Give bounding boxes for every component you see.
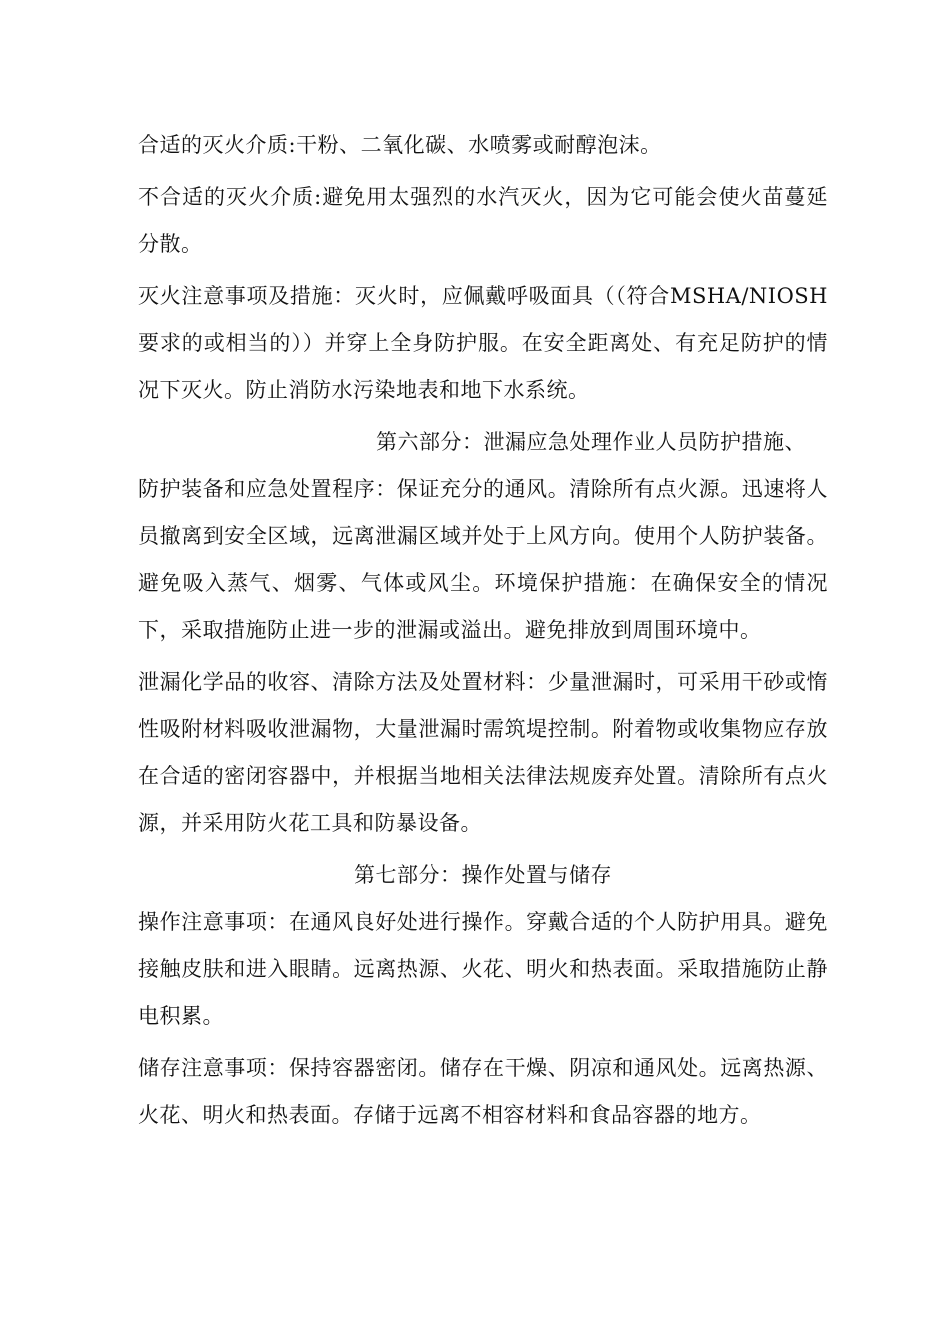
paragraph-handling-precautions: 操作注意事项：在通风良好处进行操作。穿戴合适的个人防护用具。避免接触皮肤和进入眼睛。远离热源、火花、明火和热表面。采取措施防止静电积累。 [138,910,828,1028]
paragraph-storage-precautions: 储存注意事项：保持容器密闭。储存在干燥、阴凉和通风处。远离热源、火花、明火和热表面。存储于远离不相容材料和食品容器的地方。 [138,1056,828,1127]
section-7-heading: 第七部分：操作处置与储存 [354,863,612,887]
paragraph-unsuitable-extinguishing-media: 不合适的灭火介质:避免用太强烈的水汽灭火，因为它可能会使火苗蔓延分散。 [138,185,828,256]
paragraph-suitable-extinguishing-media: 合适的灭火介质:干粉、二氧化碳、水喷雾或耐醇泡沫。 [138,133,662,157]
paragraph-firefighting-precautions: 灭火注意事项及措施：灭火时，应佩戴呼吸面具（（符合MSHA/NIOSH要求的或相当的））并穿上全身防护服。在安全距离处、有充足防护的情况下灭火。防止消防水污染地表和地下水系统。 [138,284,828,402]
section-6-heading: 第六部分：泄漏应急处理作业人员防护措施、 [376,430,806,454]
document-body [138,122,828,1144]
paragraph-spill-containment: 泄漏化学品的收容、清除方法及处置材料：少量泄漏时，可采用干砂或惰性吸附材料吸收泄漏物，大量泄漏时需筑堤控制。附着物或收集物应存放在合适的密闭容器中，并根据当地相关法律法规废弃处置。清除所有点火源，并采用防火花工具和防暴设备。 [138,670,828,835]
paragraph-spill-personal-protection: 防护装备和应急处置程序：保证充分的通风。清除所有点火源。迅速将人员撤离到安全区域，远离泄漏区域并处于上风方向。使用个人防护装备。避免吸入蒸气、烟雾、气体或风尘。环境保护措施：在确保安全的情况下，采取措施防止进一步的泄漏或溢出。避免排放到周围环境中。 [138,477,828,642]
